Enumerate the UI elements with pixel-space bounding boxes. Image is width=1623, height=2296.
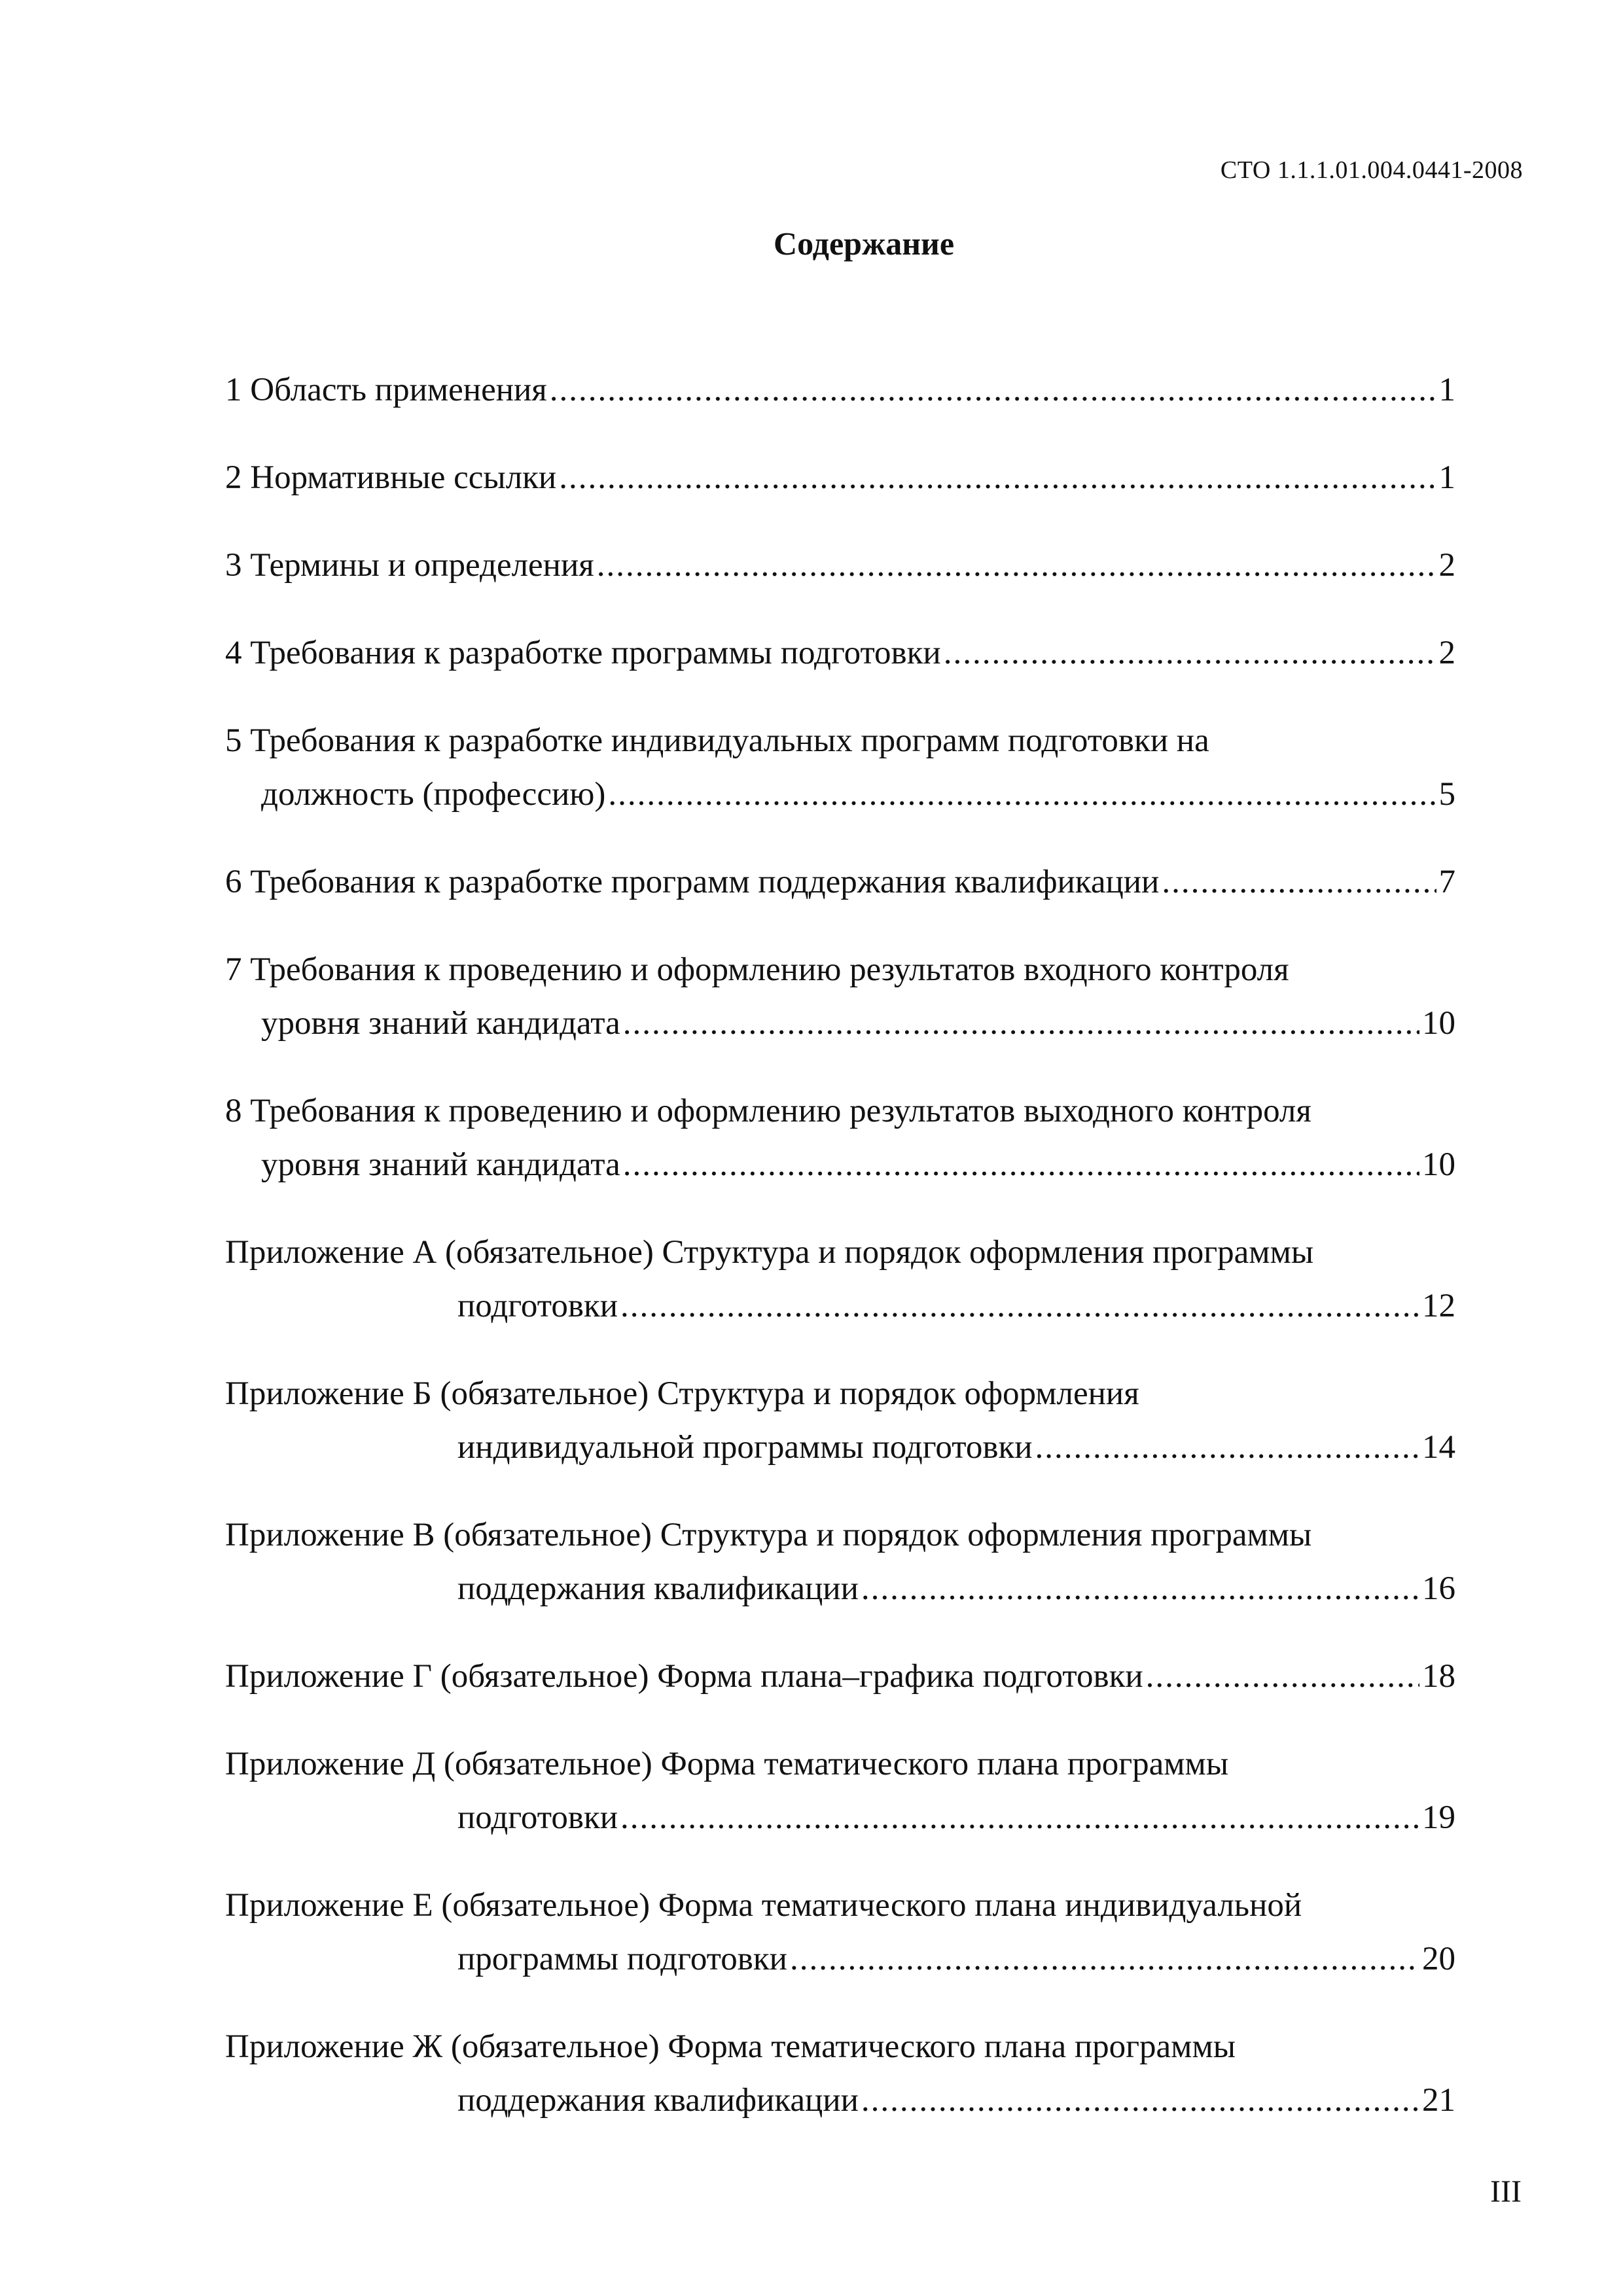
toc-line: Приложение А (обязательное) Структура и порядок оформления программы — [225, 1234, 1314, 1271]
toc-line: Приложение В (обязательное) Структура и порядок оформления программы — [225, 1517, 1312, 1553]
toc-entry[interactable] — [225, 539, 1455, 592]
dot-leader — [623, 997, 1419, 1050]
dot-leader — [790, 1932, 1419, 1986]
toc-line — [225, 1562, 1455, 1616]
toc-page-number: 1 — [1438, 459, 1455, 496]
toc-page-number: 12 — [1422, 1288, 1455, 1324]
toc-entry[interactable] — [225, 1226, 1455, 1333]
toc-line: 5 Требования к разработке индивидуальных программ подготовки на — [225, 722, 1209, 759]
toc-line — [225, 1791, 1455, 1845]
toc-page-number: 14 — [1422, 1429, 1455, 1466]
toc-line: Приложение Д (обязательное) Форма тематического плана программы — [225, 1746, 1229, 1782]
toc-entry[interactable] — [225, 1367, 1455, 1474]
dot-leader — [944, 626, 1436, 680]
dot-leader — [1035, 1421, 1419, 1474]
toc-entry[interactable] — [225, 1508, 1455, 1616]
dot-leader — [1146, 1650, 1419, 1703]
toc-entry-title: 6 Требования к разработке программ поддержания квалификации — [225, 864, 1160, 900]
toc-line — [225, 1650, 1455, 1703]
toc-entry-title: подготовки — [457, 1288, 618, 1324]
toc-page-number: 16 — [1422, 1570, 1455, 1607]
toc-line — [225, 2074, 1455, 2127]
toc-entry-title: программы подготовки — [457, 1941, 787, 1977]
toc-page-number: 20 — [1422, 1941, 1455, 1977]
toc-page-number: 19 — [1422, 1799, 1455, 1836]
toc-page-number: 21 — [1422, 2082, 1455, 2119]
toc-entry[interactable] — [225, 943, 1455, 1050]
dot-leader — [559, 451, 1436, 504]
toc-entry-title: подготовки — [457, 1799, 618, 1836]
toc-line — [225, 451, 1455, 504]
toc-line — [225, 363, 1455, 417]
toc-entry[interactable] — [225, 1737, 1455, 1845]
dot-leader — [861, 1562, 1419, 1616]
toc-entry[interactable] — [225, 1084, 1455, 1192]
dot-leader — [597, 539, 1436, 592]
toc-entry[interactable] — [225, 714, 1455, 821]
toc-entry-title: Приложение Г (обязательное) Форма плана–графика подготовки — [225, 1658, 1143, 1695]
toc-line: 7 Требования к проведению и оформлению результатов входного контроля — [225, 951, 1289, 988]
toc-page-number: 1 — [1438, 372, 1455, 408]
toc-entry[interactable] — [225, 2020, 1455, 2127]
toc-line — [225, 1279, 1455, 1333]
toc-entry[interactable] — [225, 626, 1455, 680]
toc-entry-title: уровня знаний кандидата — [261, 1005, 620, 1042]
document-code: СТО 1.1.1.01.004.0441-2008 — [1220, 156, 1523, 184]
toc-line: Приложение Е (обязательное) Форма тематического плана индивидуальной — [225, 1887, 1302, 1924]
toc-entry-title: уровня знаний кандидата — [261, 1146, 620, 1183]
toc-line — [225, 1138, 1455, 1192]
toc-line: Приложение Б (обязательное) Структура и порядок оформления — [225, 1375, 1139, 1412]
toc-entry-title: поддержания квалификации — [457, 1570, 859, 1607]
toc-line — [225, 997, 1455, 1050]
page-title: Содержание — [773, 225, 955, 262]
dot-leader — [623, 1138, 1419, 1192]
toc-line — [225, 626, 1455, 680]
toc-entry-title: 3 Термины и определения — [225, 547, 594, 584]
toc-line — [225, 539, 1455, 592]
dot-leader — [1162, 855, 1436, 909]
dot-leader — [550, 363, 1436, 417]
toc-page-number: 7 — [1438, 864, 1455, 900]
toc-page-number: 5 — [1438, 776, 1455, 813]
toc-line: 8 Требования к проведению и оформлению результатов выходного контроля — [225, 1093, 1311, 1129]
toc-entry-title: 4 Требования к разработке программы подготовки — [225, 635, 941, 671]
toc-page-number: 10 — [1422, 1146, 1455, 1183]
toc-entry[interactable] — [225, 451, 1455, 504]
toc-line — [225, 1932, 1455, 1986]
page-number: III — [1490, 2174, 1522, 2209]
toc-entry-title: индивидуальной программы подготовки — [457, 1429, 1033, 1466]
toc-entry-title: поддержания квалификации — [457, 2082, 859, 2119]
dot-leader — [608, 768, 1436, 821]
toc-entry[interactable] — [225, 1879, 1455, 1986]
toc-entry[interactable] — [225, 855, 1455, 909]
toc-line — [225, 855, 1455, 909]
toc-line — [225, 768, 1455, 821]
toc-entry-title: 2 Нормативные ссылки — [225, 459, 557, 496]
toc-entry[interactable] — [225, 363, 1455, 417]
toc-entry-title: 1 Область применения — [225, 372, 547, 408]
toc-page-number: 2 — [1438, 547, 1455, 584]
dot-leader — [620, 1791, 1419, 1845]
dot-leader — [620, 1279, 1419, 1333]
toc-line — [225, 1421, 1455, 1474]
table-of-contents — [225, 363, 1455, 2161]
dot-leader — [861, 2074, 1419, 2127]
toc-page-number: 2 — [1438, 635, 1455, 671]
toc-entry-title: должность (профессию) — [261, 776, 606, 813]
toc-entry[interactable] — [225, 1650, 1455, 1703]
toc-page-number: 10 — [1422, 1005, 1455, 1042]
toc-line: Приложение Ж (обязательное) Форма тематического плана программы — [225, 2028, 1236, 2065]
toc-page-number: 18 — [1422, 1658, 1455, 1695]
